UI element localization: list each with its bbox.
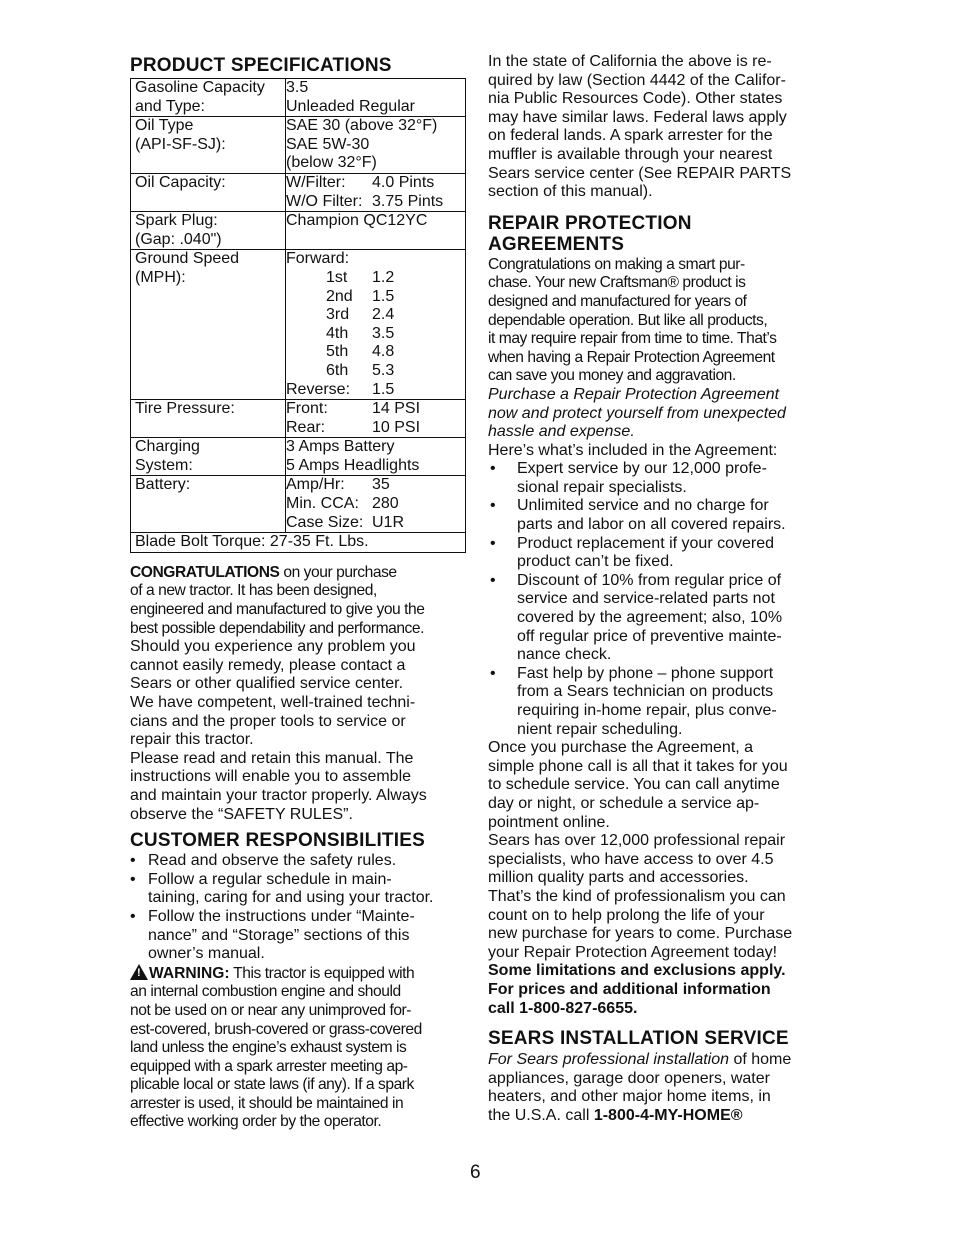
spec-value-line: Forward: xyxy=(286,250,350,268)
gear-row xyxy=(286,325,465,344)
text-line: to schedule service. You can call anytime xyxy=(488,776,780,794)
right-column xyxy=(488,55,828,1125)
text-line: sional repair specialists. xyxy=(517,478,687,496)
gear-label: 2nd xyxy=(326,287,353,305)
bullet-dot: • xyxy=(490,664,496,682)
spec-value-pair xyxy=(286,400,465,419)
text-line: new purchase for years to come. Purchase xyxy=(488,925,793,943)
text-line: from a Sears technician on products xyxy=(517,683,774,701)
gear-name xyxy=(286,288,372,307)
text-line: Follow the instructions under “Mainte- xyxy=(148,907,415,925)
spec-value-pair xyxy=(286,514,465,533)
spec-value-line: 3 Amps Battery xyxy=(286,438,395,456)
bullet-dot: • xyxy=(130,870,136,888)
page-number: 6 xyxy=(470,1162,481,1183)
gear-name xyxy=(286,343,372,362)
repair-title: REPAIR PROTECTION AGREEMENTS xyxy=(488,212,692,255)
text-line: cians and the proper tools to service or xyxy=(130,712,406,730)
text-line: day or night, or schedule a service ap- xyxy=(488,794,760,812)
spec-value-line: SAE 5W-30 xyxy=(286,135,370,153)
repair-bullet-item xyxy=(488,572,828,665)
spec-value xyxy=(286,212,466,250)
gear-name xyxy=(286,269,372,288)
spec-row xyxy=(131,212,466,250)
spec-title: PRODUCT SPECIFICATIONS xyxy=(130,55,392,76)
repair-bullet-item xyxy=(488,535,828,572)
gear-label: 4th xyxy=(326,324,349,342)
spec-value-val: U1R xyxy=(372,513,405,531)
spec-value xyxy=(286,173,466,211)
reverse-row xyxy=(286,381,465,400)
text-line: can save you money and aggravation. xyxy=(488,367,736,385)
spec-value-key: W/O Filter: xyxy=(286,192,363,210)
text-line: may have similar laws. Federal laws apply xyxy=(488,108,787,126)
bullet-text xyxy=(517,535,774,572)
text-line: quired by law (Section 4442 of the Califor- xyxy=(488,71,786,89)
text-line: instructions will enable you to assemble xyxy=(130,768,412,786)
text-line: hassle and expense. xyxy=(488,423,635,441)
congrats-block: CONGRATULATIONS on your purchase of a new tractor. It has been designed, engineered and manufactured to give you the best possible dependability and performance. xyxy=(130,563,425,637)
spec-value-key: W/Filter: xyxy=(286,173,346,191)
spec-label xyxy=(131,250,286,400)
text-line: Expert service by our 12,000 profe- xyxy=(517,460,767,478)
spec-label xyxy=(131,438,286,476)
repair-bullets xyxy=(488,460,828,739)
spec-value-val: 3.75 Pints xyxy=(372,192,444,210)
spec-label xyxy=(131,212,286,250)
spec-value-key: Front: xyxy=(286,400,328,418)
gear-row xyxy=(286,343,465,362)
text-line: Follow a regular schedule in main- xyxy=(148,870,392,888)
gear-row xyxy=(286,288,465,307)
bullet-text xyxy=(148,852,396,871)
gear-row xyxy=(286,362,465,381)
spec-label xyxy=(131,476,286,533)
spec-label xyxy=(131,117,286,174)
spec-value xyxy=(286,438,466,476)
spec-label xyxy=(131,79,286,117)
spec-value-line: Unleaded Regular xyxy=(286,97,415,115)
gear-label: 5th xyxy=(326,343,349,361)
spec-value xyxy=(286,79,466,117)
spec-value-key: Rear: xyxy=(286,418,326,436)
text-line: product can’t be fixed. xyxy=(517,553,674,571)
gear-name xyxy=(286,306,372,325)
bullet-text xyxy=(517,460,767,497)
spec-label-line: Gasoline Capacity xyxy=(135,79,265,96)
gear-row xyxy=(286,306,465,325)
text-line: Some limitations and exclusions apply. xyxy=(488,962,786,980)
text-line: parts and labor on all covered repairs. xyxy=(517,516,786,534)
repair-after xyxy=(488,739,828,962)
gear-name xyxy=(286,362,372,381)
gear-speed: 4.8 xyxy=(372,343,395,361)
customer-bullets xyxy=(130,852,466,964)
gear-label: 3rd xyxy=(326,306,350,324)
text-line: chase. Your new Craftsman® product is xyxy=(488,274,746,292)
text-line: when having a Repair Protection Agreement xyxy=(488,348,775,366)
customer-bullet-item xyxy=(130,852,466,871)
congrats-lead: CONGRATULATIONS xyxy=(130,563,280,581)
spec-label-line: Ground Speed xyxy=(135,250,240,268)
bullet-text xyxy=(148,871,434,908)
text-line: owner’s manual. xyxy=(148,945,265,963)
text-line: nient repair scheduling. xyxy=(517,720,683,738)
repair-bullet-item xyxy=(488,497,828,534)
bullet-dot: • xyxy=(130,852,136,870)
repair-bullet-item xyxy=(488,460,828,497)
repair-italic xyxy=(488,386,828,442)
spec-table xyxy=(130,78,466,553)
customer-bullet-item xyxy=(130,908,466,964)
text-line: Once you purchase the Agreement, a xyxy=(488,739,754,757)
spec-row xyxy=(131,400,466,438)
text-line: designed and manufactured for years of xyxy=(488,292,747,310)
text-line: taining, caring for and using your tractor. xyxy=(148,889,434,907)
gear-speed: 1.2 xyxy=(372,268,395,286)
text-line: equipped with a spark arrester meeting ap- xyxy=(130,1057,408,1075)
spec-value-pair xyxy=(286,419,465,438)
text-line: Should you experience any problem you xyxy=(130,638,416,656)
left-column xyxy=(130,55,466,1132)
spec-label-line: Oil Capacity: xyxy=(135,173,226,191)
text-line: Purchase a Repair Protection Agreement xyxy=(488,385,780,403)
spec-full-text: Blade Bolt Torque: 27-35 Ft. Lbs. xyxy=(135,533,369,551)
spec-row xyxy=(131,117,466,174)
text-line: nance check. xyxy=(517,646,612,664)
spec-label-line: System: xyxy=(135,456,193,474)
spec-value xyxy=(286,117,466,174)
text-line: Sears service center (See REPAIR PARTS xyxy=(488,164,792,182)
california-text xyxy=(488,53,828,202)
text-line: section of this manual). xyxy=(488,183,653,201)
text-line: Congratulations on making a smart pur- xyxy=(488,255,745,273)
spec-value-key: Case Size: xyxy=(286,513,364,531)
bullet-text xyxy=(148,908,415,964)
text-line: effective working order by the operator. xyxy=(130,1113,382,1131)
congrats-text xyxy=(130,638,466,824)
spec-value-line: Champion QC12YC xyxy=(286,212,428,230)
text-line: land unless the engine’s exhaust system is xyxy=(130,1039,407,1057)
spec-value xyxy=(286,476,466,533)
text-line: nance” and “Storage” sections of this xyxy=(148,926,410,944)
spec-value-pair xyxy=(286,495,465,514)
spec-value-val: 14 PSI xyxy=(372,400,421,418)
gear-label: 6th xyxy=(326,361,349,379)
spec-label-line: Battery: xyxy=(135,476,191,494)
text-line: plicable local or state laws (if any). If a spark xyxy=(130,1076,414,1094)
text-line: your Repair Protection Agreement today! xyxy=(488,943,778,961)
text-line: Unlimited service and no charge for xyxy=(517,497,769,515)
text-line: est-covered, brush-covered or grass-covered xyxy=(130,1020,422,1038)
spec-full-cell xyxy=(131,533,466,553)
spec-label-line: Charging xyxy=(135,438,200,456)
text-line: Sears or other qualified service center. xyxy=(130,675,404,693)
repair-bullet-item xyxy=(488,665,828,739)
text-line: not be used on or near any unimproved for- xyxy=(130,1001,412,1019)
spec-value-pair xyxy=(286,193,465,212)
text-line: and maintain your tractor properly. Always xyxy=(130,786,427,804)
spec-label-line: and Type: xyxy=(135,97,205,115)
spec-label-line: (Gap: .040") xyxy=(135,230,222,248)
spec-value-key: Amp/Hr: xyxy=(286,476,345,494)
spec-value-line: (below 32°F) xyxy=(286,154,377,172)
install-title: SEARS INSTALLATION SERVICE xyxy=(488,1028,789,1050)
text-line: observe the “SAFETY RULES”. xyxy=(130,805,353,823)
text-line: In the state of California the above is re- xyxy=(488,53,772,70)
install-phone: 1-800-4-MY-HOME® xyxy=(593,1106,743,1124)
gear-label: 1st xyxy=(326,268,348,286)
spec-value-line: 5 Amps Headlights xyxy=(286,456,420,474)
text-line: simple phone call is all that it takes for you xyxy=(488,757,788,775)
repair-included: Here’s what’s included in the Agreement: xyxy=(488,441,778,459)
spec-value-line: SAE 30 (above 32°F) xyxy=(286,117,438,135)
spec-row xyxy=(131,173,466,211)
text-line: pointment online. xyxy=(488,813,610,831)
warning-icon xyxy=(130,964,148,980)
bullet-text xyxy=(517,497,786,534)
text-line: repair this tractor. xyxy=(130,731,254,749)
spec-value-val: 35 xyxy=(372,476,390,494)
text-line: Product replacement if your covered xyxy=(517,534,775,552)
spec-label-line: Tire Pressure: xyxy=(135,400,235,418)
text-line: count on to help prolong the life of your xyxy=(488,906,765,924)
text-line: For prices and additional information xyxy=(488,980,771,998)
customer-title: CUSTOMER RESPONSIBILITIES xyxy=(130,830,425,852)
bullet-dot: • xyxy=(490,497,496,515)
reverse-label: Reverse: xyxy=(286,380,351,398)
spec-value-pair xyxy=(286,476,465,495)
spec-value xyxy=(286,400,466,438)
text-line: call 1-800-827-6655. xyxy=(488,999,638,1017)
spec-value-val: 10 PSI xyxy=(372,418,421,436)
spec-label xyxy=(131,400,286,438)
text-line: requiring in-home repair, plus conve- xyxy=(517,702,777,719)
text-line: Fast help by phone – phone support xyxy=(517,664,774,682)
bullet-text xyxy=(517,665,777,739)
spec-label-line: (API-SF-SJ): xyxy=(135,135,226,153)
repair-bold xyxy=(488,962,828,1018)
text-line: service and service-related parts not xyxy=(517,590,775,608)
text-line: million quality parts and accessories. xyxy=(488,869,749,887)
spec-row xyxy=(131,250,466,400)
gear-speed: 5.3 xyxy=(372,361,395,379)
bullet-dot: • xyxy=(490,534,496,552)
text-line: nia Public Resources Code). Other states xyxy=(488,90,783,108)
gear-speed: 2.4 xyxy=(372,306,395,324)
text-line: We have competent, well-trained techni- xyxy=(130,694,416,711)
spec-value-val: 4.0 Pints xyxy=(372,173,435,191)
gear-speed: 1.5 xyxy=(372,287,395,305)
spec-row xyxy=(131,476,466,533)
bullet-dot: • xyxy=(130,907,136,925)
spec-row xyxy=(131,438,466,476)
text-line: Please read and retain this manual. The xyxy=(130,749,414,767)
customer-bullet-item xyxy=(130,871,466,908)
text-line: it may require repair from time to time. That’s xyxy=(488,330,777,348)
reverse-speed: 1.5 xyxy=(372,380,395,398)
spec-value xyxy=(286,250,466,400)
spec-value-line: 3.5 xyxy=(286,79,309,96)
bullet-text xyxy=(517,572,782,665)
text-line: covered by the agreement; also, 10% xyxy=(517,609,783,627)
warning-block: !WARNING: This tractor is equipped with an internal combustion engine and should not be used on or near any unimproved for- est-covered, brush-covered or grass-covered land unless the engine’s exhaust system is equipped with a spark arrester meeting ap- plicable local or state laws (if any). If a spark arrester is used, it should be maintained in effective working order by the operator. xyxy=(130,964,466,1132)
text-line: Discount of 10% from regular price of xyxy=(517,571,782,589)
text-line: specialists, who have access to over 4.5 xyxy=(488,850,774,868)
spec-value-pair xyxy=(286,174,465,193)
repair-intro xyxy=(488,256,828,386)
bullet-dot: • xyxy=(490,571,496,589)
text-line: on federal lands. A spark arrester for the xyxy=(488,127,773,145)
spec-label-line: Oil Type xyxy=(135,117,194,135)
spec-value-key: Min. CCA: xyxy=(286,495,359,513)
text-line: Sears has over 12,000 professional repair xyxy=(488,832,786,850)
text-line: an internal combustion engine and should xyxy=(130,983,401,1001)
spec-value-val: 280 xyxy=(372,495,399,513)
gear-speed: 3.5 xyxy=(372,324,395,342)
text-line: off regular price of preventive mainte- xyxy=(517,627,782,645)
text-line: now and protect yourself from unexpected xyxy=(488,404,786,422)
text-line: muffler is available through your nearest xyxy=(488,145,773,163)
text-line: cannot easily remedy, please contact a xyxy=(130,656,406,674)
install-text: For Sears professional installation of home appliances, garage door openers, water heaters, and other major home items, in the U.S.A. call 1-800-4-MY-HOME® xyxy=(488,1051,792,1124)
text-line: dependable operation. But like all products, xyxy=(488,311,768,329)
spec-row xyxy=(131,533,466,553)
gear-row xyxy=(286,269,465,288)
bullet-dot: • xyxy=(490,460,496,478)
spec-label xyxy=(131,173,286,211)
text-line: arrester is used, it should be maintained in xyxy=(130,1094,404,1112)
text-line: That’s the kind of professionalism you can xyxy=(488,887,786,905)
gear-name xyxy=(286,325,372,344)
spec-label-line: (MPH): xyxy=(135,268,186,286)
text-line: Read and observe the safety rules. xyxy=(148,852,397,870)
spec-label-line: Spark Plug: xyxy=(135,212,218,230)
spec-row xyxy=(131,79,466,117)
